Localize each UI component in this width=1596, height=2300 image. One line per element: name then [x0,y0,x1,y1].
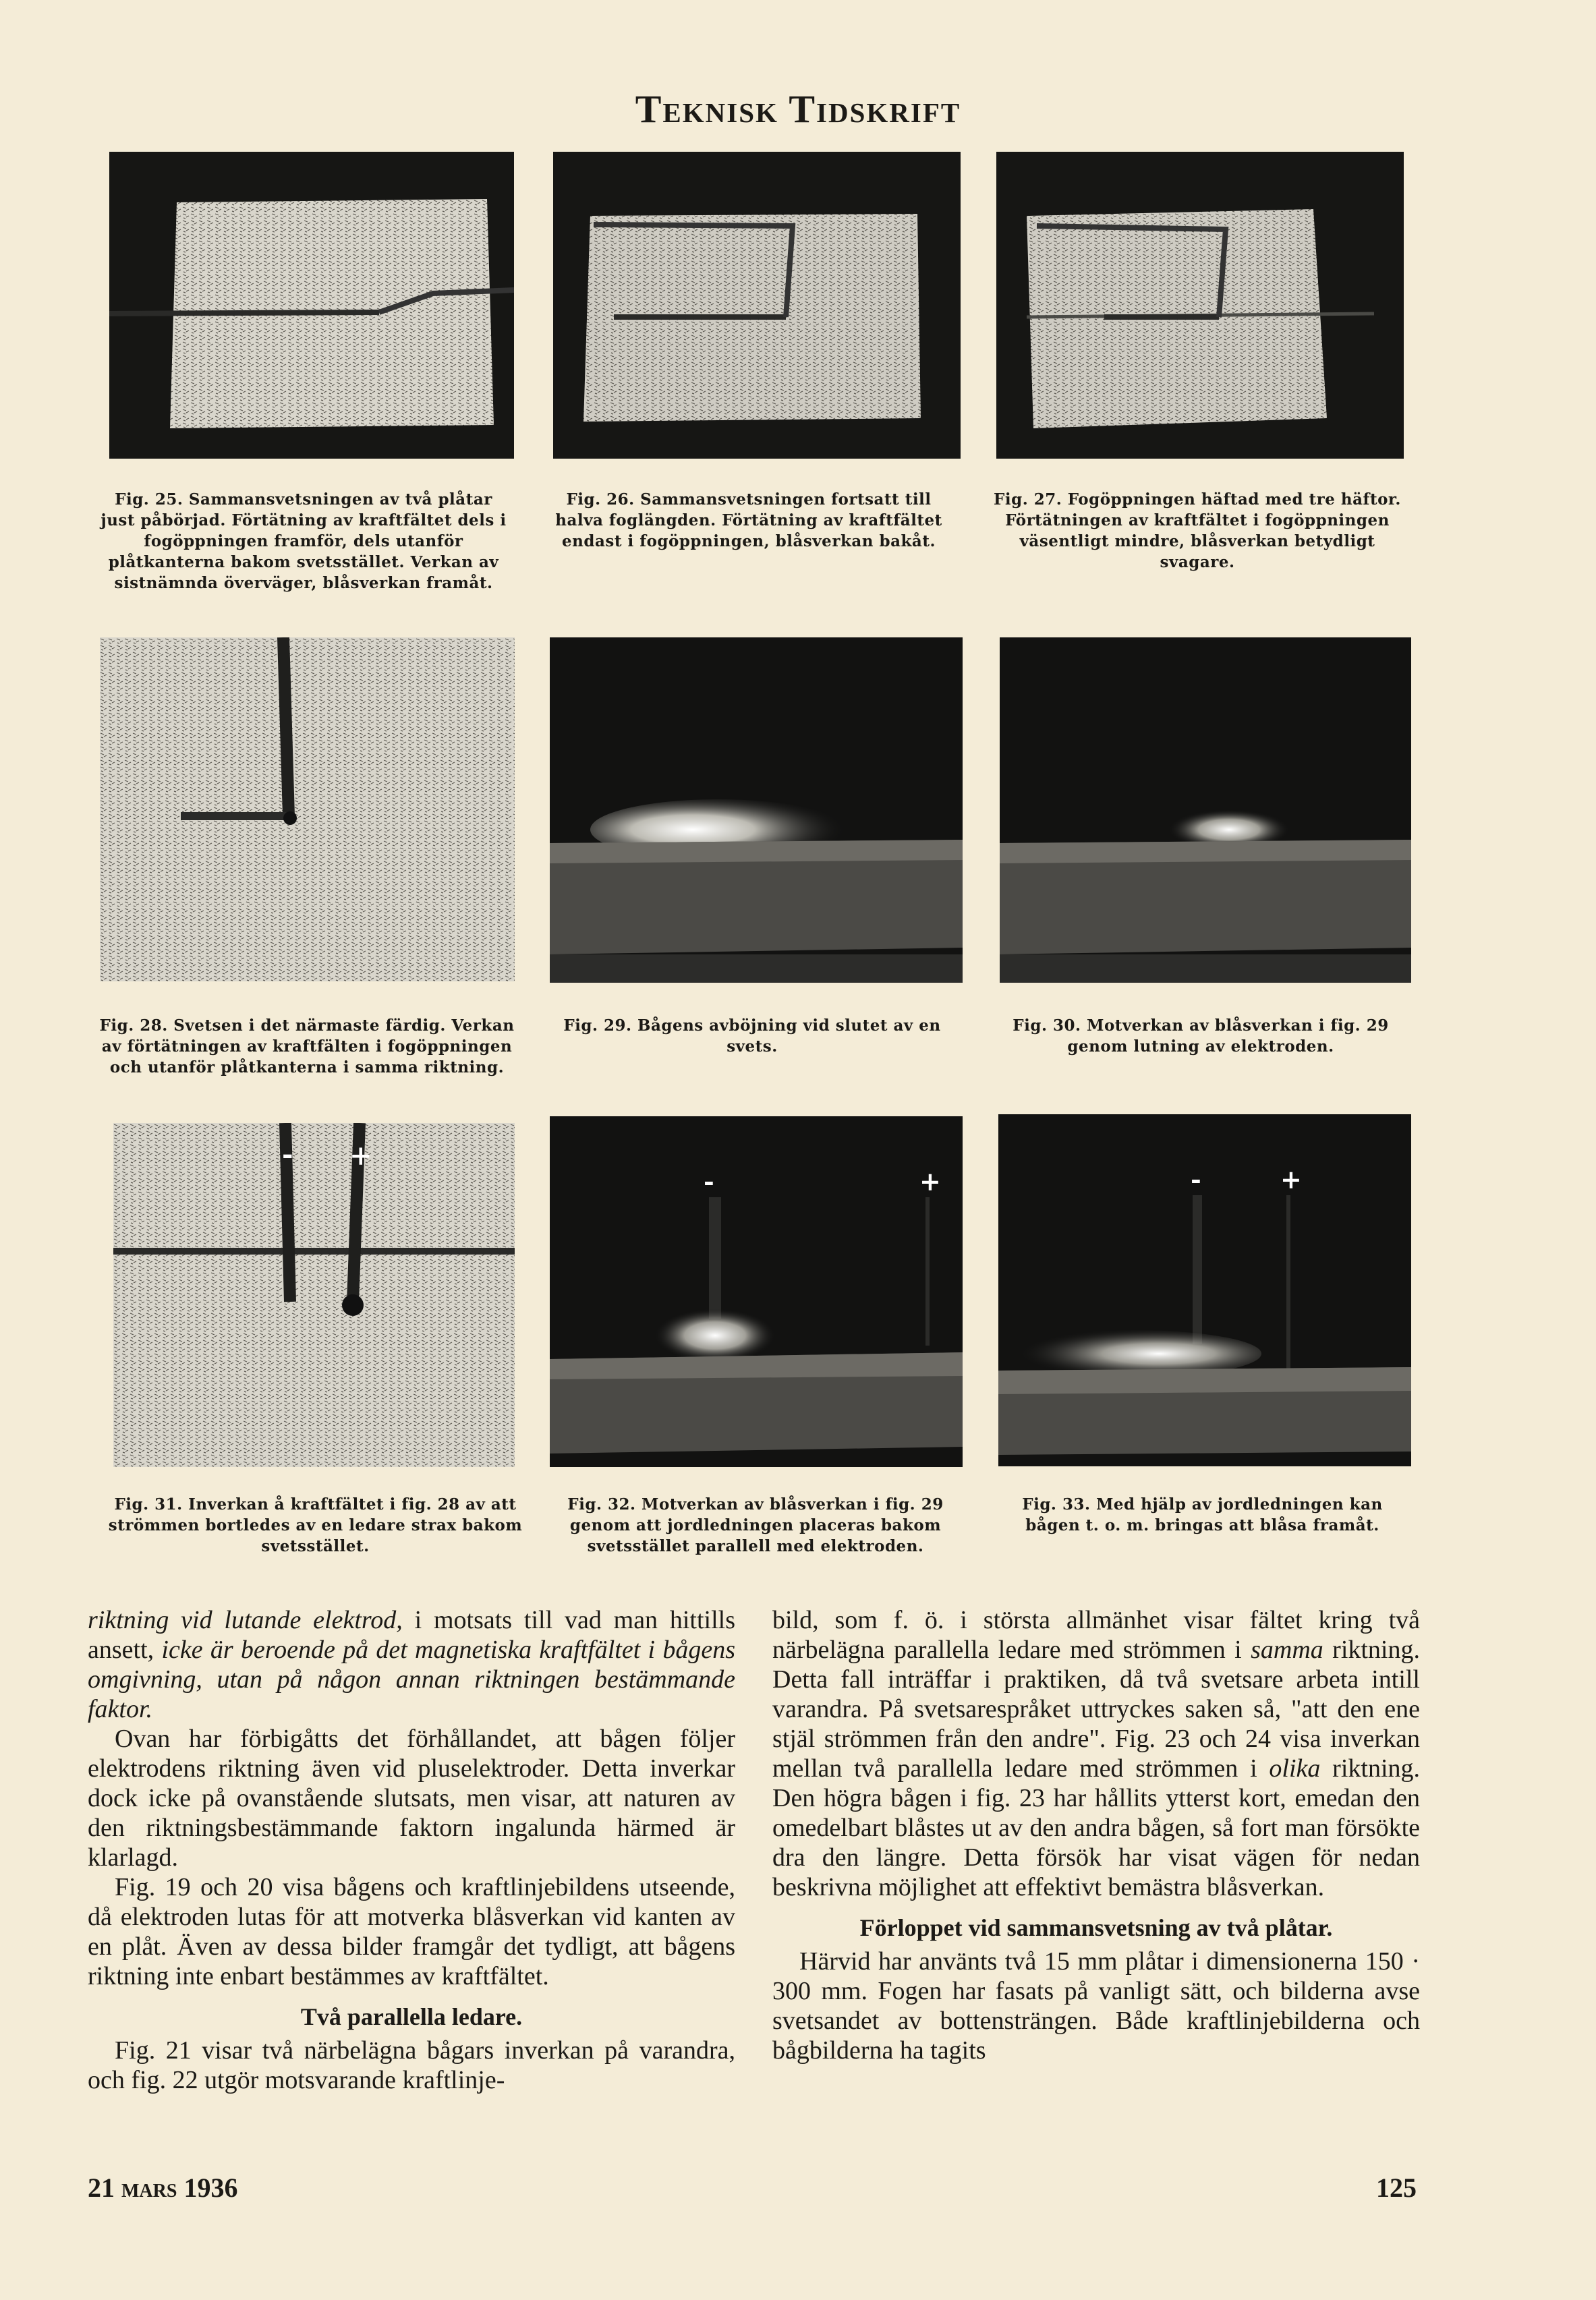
fig-33-caption: Fig. 33. Med hjälp av jordledningen kan bågen t. o. m. bringas att blåsa framåt. [1022,1495,1383,1534]
fig-32-plus-label: + [919,1166,941,1197]
fig-31-photo [113,1123,515,1467]
right-paragraph-1: bild, som f. ö. i största allmänhet visar fältet kring två närbelägna parallella ledare med strömmen i samma riktning. Detta fall inträffar i praktiken, då två svetsare arbeta intill varandra. På svetsarespråket uttryckes saken så, "att den ene stjäl strömmen från den andre". Fig. 23 och 24 visa inverkan mellan två parallella ledare med strömmen i olika riktning. Den högra bågen i fig. 23 har hållits ytterst kort, emedan den omedelbart blåstes ut av den andra bågen, så fort man försökte dra den längre. Detta försök har visat vägen för nedan beskrivna möjlighet att effektivt bemästra blåsverkan. [772,1606,1421,1901]
fig-33-plus-label: + [1280,1164,1302,1195]
fig-25-photo [109,152,514,459]
fig-28-photo [100,637,515,981]
fig-29-photo [550,637,963,983]
fig-26-photo [553,152,961,459]
fig-32-photo [550,1116,963,1467]
fig-27-photo [996,152,1404,459]
left-paragraph-4: Fig. 21 visar två närbelägna bågars inverkan på varandra, och fig. 22 utgör motsvarande kraftlinje- [88,2036,735,2094]
fig-30-caption: Fig. 30. Motverkan av blåsverkan i fig. 29 genom lutning av elektroden. [1013,1016,1389,1056]
page-number: 125 [1376,2173,1417,2203]
right-text-column [772,1605,1420,2065]
right-paragraph-2: Härvid har använts två 15 mm plåtar i dimensionerna 150 · 300 mm. Fogen har fasats på vanligt sätt, och bilderna avse svetsandet av bottensträngen. Både kraftlinjebilderna och bågbilderna ha tagits [772,1947,1420,2065]
fig-31-minus-label: - [282,1139,293,1170]
fig-26-caption: Fig. 26. Sammansvetsningen fortsatt till halva foglängden. Förtätning av kraftfältet endast i fogöppningen, blåsverkan bakåt. [555,490,942,550]
footer-date: 21 mars 1936 [88,2173,238,2203]
fig-33-minus-label: - [1191,1164,1201,1195]
fig-31-plus-label: + [349,1140,372,1172]
fig-32-minus-label: - [704,1166,714,1197]
section-heading-parallel-conductors: Två parallella ledare. [300,2003,523,2030]
fig-32-caption: Fig. 32. Motverkan av blåsverkan i fig. 29 genom att jordledningen placeras bakom svetsstället parallell med elektroden. [567,1495,944,1555]
section-heading-welding-process: Förloppet vid sammansvetsning av två plåtar. [859,1914,1333,1941]
left-paragraph-3: Fig. 19 och 20 visa bågens och kraftlinjebildens utseende, då elektroden lutas för att motverka blåsverkan vid kanten av en plåt. Även av dessa bilder framgår det tydligt, att bågens riktning inte enbart bestämmes av kraftfältet. [88,1873,735,1990]
fig-27-caption: Fig. 27. Fogöppningen häftad med tre häftor. Förtätningen av kraftfältet i fogöppningen väsentligt mindre, blåsverkan betydligt svagare. [994,490,1401,571]
fig-33-photo [998,1114,1411,1466]
fig-25-caption: Fig. 25. Sammansvetsningen av två plåtar just påbörjad. Förtätning av kraftfältet dels i fogöppningen framför, dels utanför plåtkanterna bakom svetsstället. Verkan av sistnämnda överväger, blåsverkan framåt. [101,490,507,592]
fig-30-photo [1000,637,1411,983]
left-paragraph-2: Ovan har förbigåtts det förhållandet, att bågen följer elektrodens riktning även vid pluselektroder. Detta inverkar dock icke på ovanstående slutsats, men visar, att naturen av den riktningsbestämmande faktorn ingalunda härmed är klarlagd. [88,1725,735,1872]
masthead-title: Teknisk Tidskrift [635,87,961,131]
left-paragraph-1: riktning vid lutande elektrod, i motsats till vad man hittills ansett, icke är beroende på det magnetiska kraftfältet i bågens omgivning, utan på någon annan riktningen bestämmande faktor. [88,1606,736,1723]
fig-28-caption: Fig. 28. Svetsen i det närmaste färdig. Verkan av förtätningen av kraftfälten i fogöppningen och utanför plåtkanterna i samma riktning. [99,1016,515,1076]
left-text-column [88,1605,735,2095]
fig-31-caption: Fig. 31. Inverkan å kraftfältet i fig. 28 av att strömmen bortledes av en ledare strax bakom svetsstället. [108,1495,523,1555]
fig-29-caption: Fig. 29. Bågens avböjning vid slutet av en svets. [563,1016,941,1056]
